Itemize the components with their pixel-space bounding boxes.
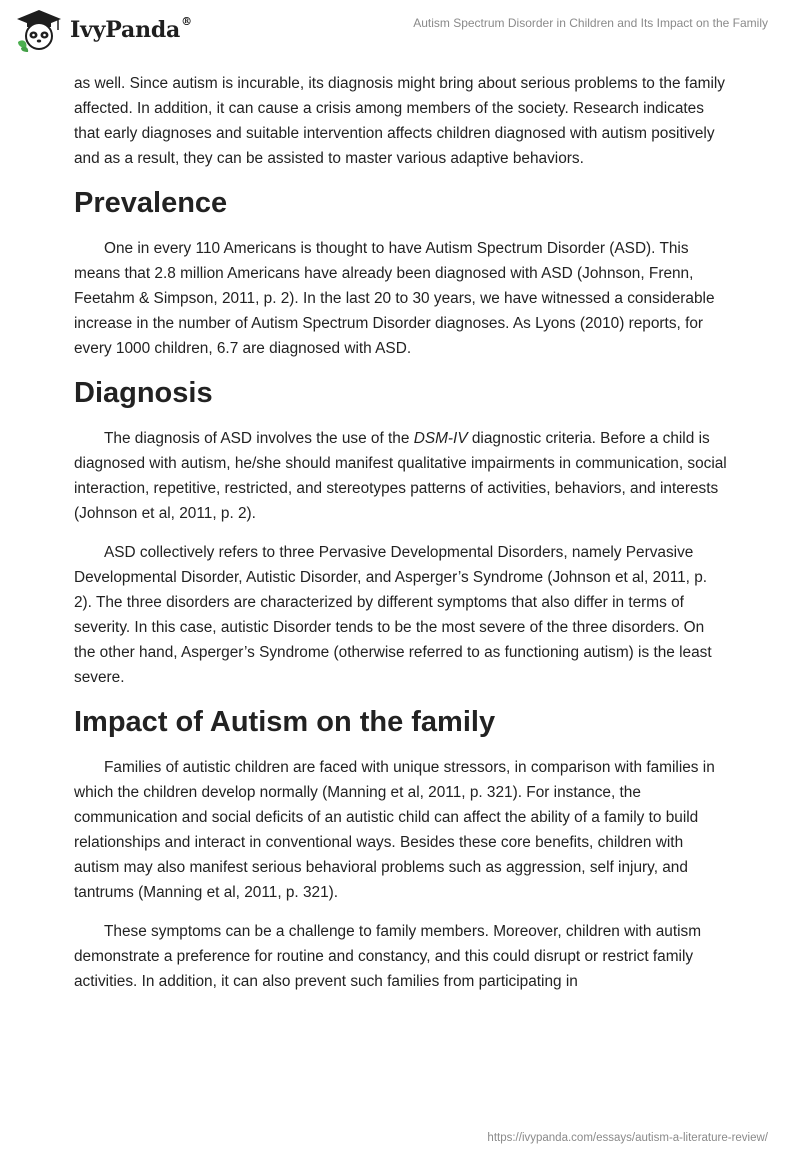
impact-paragraph-2: These symptoms can be a challenge to family members. Moreover, children with autism demonstrate a preference for routine and constancy, and this could disrupt or restrict family activities. In addition, it can also prevent such families from participating in <box>74 923 702 990</box>
panda-graduate-icon <box>14 8 64 52</box>
document-title: Autism Spectrum Disorder in Children and Its Impact on the Family <box>413 16 768 30</box>
intro-paragraph: as well. Since autism is incurable, its diagnosis might bring about serious problems to the family affected. In addition, it can cause a crisis among members of the society. Research indicates that early diagnoses and suitable intervention affects children diagnosed with autism positively and as a result, they can be assisted to master various adaptive behaviors. <box>74 75 725 167</box>
diagnosis-paragraph-2: ASD collectively refers to three Pervasive Developmental Disorders, namely Pervasive Developmental Disorder, Autistic Disorder, and Asperger’s Syndrome (Johnson et al, 2011, p. 2). The three disorders are characterized by different symptoms that also differ in terms of severity. In this case, autistic Disorder tends to be the most severe of the three disorders. On the other hand, Asperger’s Syndrome (otherwise referred to as functioning autism) is the least severe. <box>74 544 712 686</box>
dsm-iv-term: DSM-IV <box>413 430 468 447</box>
impact-heading: Impact of Autism on the family <box>74 706 496 738</box>
ivypanda-logo[interactable] <box>14 8 192 52</box>
impact-paragraph-1: Families of autistic children are faced with unique stressors, in comparison with families in which the children develop normally (Manning et al, 2011, p. 321). For instance, the communication and social deficits of an autistic child can affect the ability of a family to build relationships and interact in conventional ways. Besides these core benefits, children with autism may also manifest serious behavioral problems such as aggression, self injury, and tantrums (Manning et al, 2011, p. 321). <box>74 759 715 901</box>
essay-body <box>74 71 728 1008</box>
diagnosis-heading: Diagnosis <box>74 377 213 409</box>
page-header <box>0 0 800 64</box>
brand-name: IvyPanda® <box>70 15 192 43</box>
source-url-link[interactable]: https://ivypanda.com/essays/autism-a-literature-review/ <box>487 1132 768 1144</box>
diagnosis-paragraph-1: The diagnosis of ASD involves the use of the DSM-IV diagnostic criteria. Before a child is diagnosed with autism, he/she should manifest qualitative impairments in communication, social interaction, repetitive, restricted, and stereotypes patterns of activities, behaviors, and interests (Johnson et al, 2011, p. 2). <box>74 430 727 522</box>
prevalence-heading: Prevalence <box>74 187 228 219</box>
prevalence-paragraph: One in every 110 Americans is thought to have Autism Spectrum Disorder (ASD). This means that 2.8 million Americans have already been diagnosed with ASD (Johnson, Frenn, Feetahm & Simpson, 2011, p. 2). In the last 20 to 30 years, we have witnessed a considerable increase in the number of Autism Spectrum Disorder diagnoses. As Lyons (2010) reports, for every 1000 children, 6.7 are diagnosed with ASD. <box>74 240 715 357</box>
